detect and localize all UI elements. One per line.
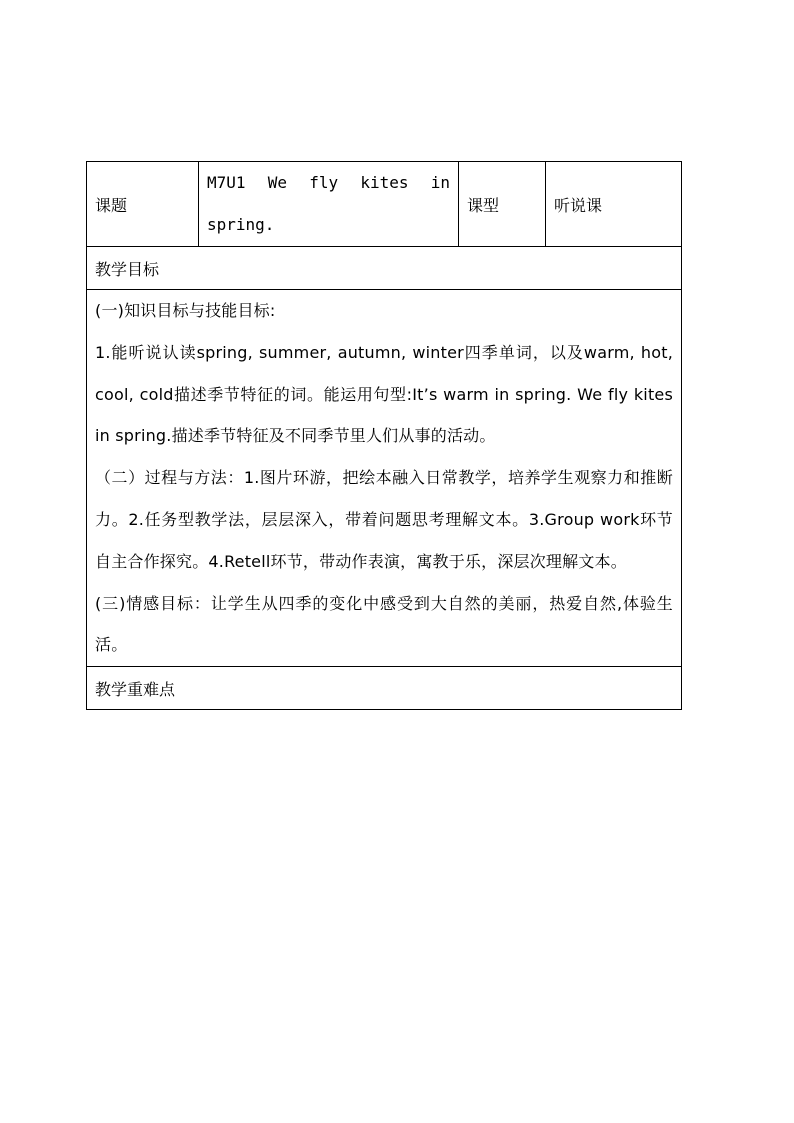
type-label-cell bbox=[459, 162, 546, 247]
topic-label: 课题 bbox=[95, 195, 128, 215]
section-heading-keypoints: 教学重难点 bbox=[95, 679, 176, 699]
goals-body-cell bbox=[87, 290, 682, 667]
knowledge-goal-text: 1.能听说认读spring, summer, autumn, winter四季单词，以及warm, hot, cool, cold描述季节特征的词。能运用句型:It’s warm in spring. We fly kites in spring.描述季节特征及不同季节里人们从事的活动。 bbox=[95, 342, 673, 446]
knowledge-goal-heading: (一)知识目标与技能目标: bbox=[95, 301, 276, 320]
title-word: in bbox=[430, 173, 450, 192]
type-label: 课型 bbox=[467, 195, 500, 215]
title-word: We bbox=[267, 173, 287, 192]
type-value: 听说课 bbox=[554, 195, 603, 215]
goals-heading-cell bbox=[87, 247, 682, 290]
title-word: M7U1 bbox=[207, 173, 246, 192]
title-word: fly bbox=[309, 173, 339, 192]
lesson-plan-table bbox=[86, 161, 682, 710]
section-heading-goals: 教学目标 bbox=[95, 259, 160, 279]
goals-body-row bbox=[87, 290, 682, 667]
type-value-cell bbox=[546, 162, 682, 247]
header-row bbox=[87, 162, 682, 247]
goals-heading-row bbox=[87, 247, 682, 290]
keypoints-heading-cell bbox=[87, 667, 682, 710]
title-word: kites bbox=[360, 173, 409, 192]
process-method-text: （二）过程与方法：1.图片环游，把绘本融入日常教学，培养学生观察力和推断力。2.任务型教学法，层层深入，带着问题思考理解文本。3.Group work环节自主合作探究。4.Retell环节，带动作表演，寓教于乐，深层次理解文本。 bbox=[95, 468, 673, 571]
lesson-title-line1 bbox=[207, 162, 450, 204]
lesson-title-line2: spring. bbox=[207, 215, 275, 234]
topic-label-cell bbox=[87, 162, 199, 247]
emotion-goal-text: (三)情感目标：让学生从四季的变化中感受到大自然的美丽，热爱自然,体验生活。 bbox=[95, 593, 673, 655]
keypoints-heading-row bbox=[87, 667, 682, 710]
lesson-title-cell bbox=[199, 162, 459, 247]
